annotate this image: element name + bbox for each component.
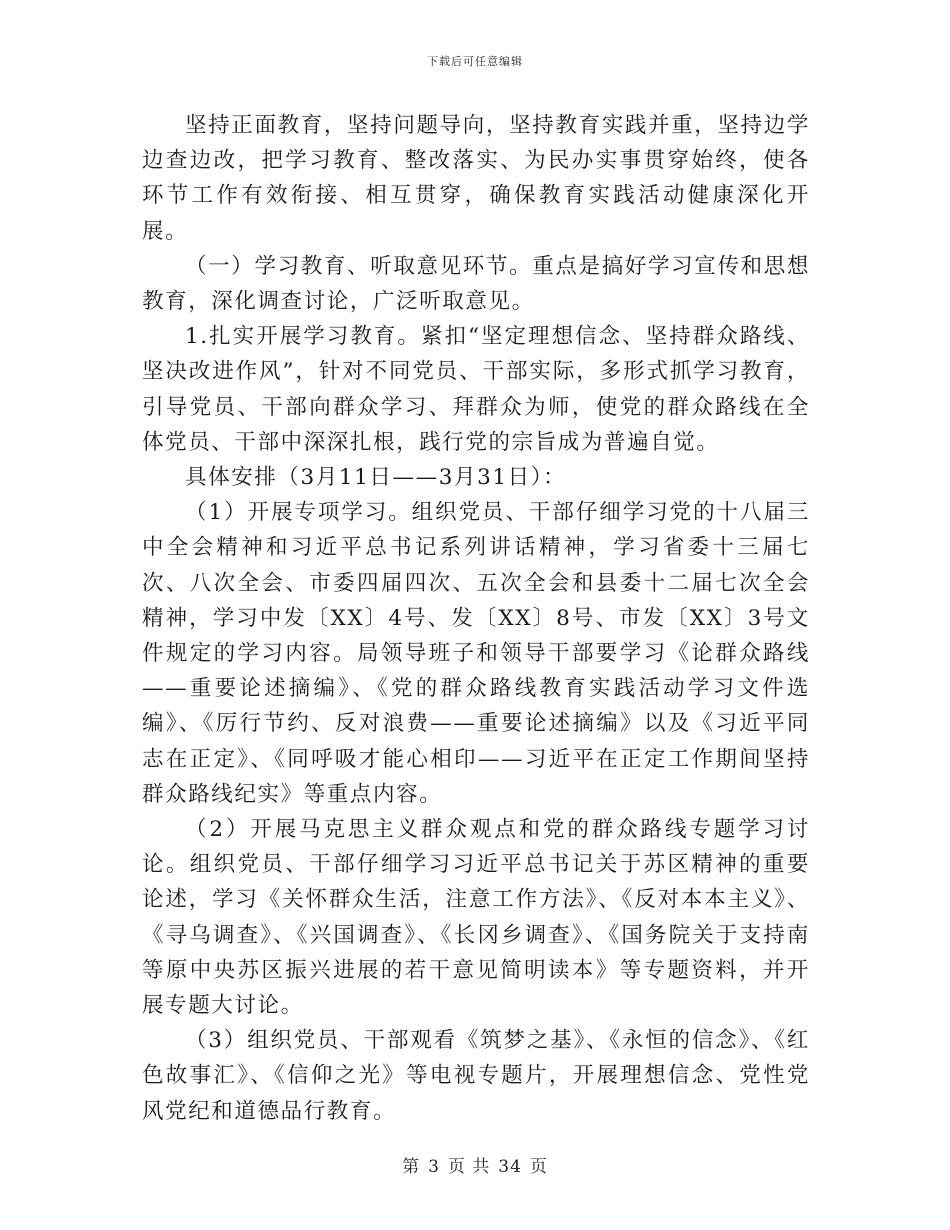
paragraph: 坚持正面教育，坚持问题导向，坚持教育实践并重，坚持边学边查边改，把学习教育、整改落实、为民办实事贯穿始终，使各环节工作有效衔接、相互贯穿，确保教育实践活动健康深化开展。	[142, 113, 810, 244]
paragraph: 具体安排（3月11日——3月31日）：	[185, 465, 567, 491]
footer-prefix: 第	[402, 1157, 421, 1177]
page-header	[0, 53, 950, 69]
total-pages-number: 34	[498, 1157, 522, 1177]
current-page-number: 3	[428, 1157, 440, 1177]
paragraph: （2）开展马克思主义群众观点和党的群众路线专题学习讨论。组织党员、干部仔细学习习近平总书记关于苏区精神的重要论述，学习《关怀群众生活，注意工作方法》、《反对本本主义》、《寻乌调查》、《兴国调查》、《长冈乡调查》、《国务院关于支持南等原中央苏区振兴进展的若干意见简明读本》等专题资料，并开展专题大讨论。	[142, 817, 810, 1019]
footer-middle: 页 共	[447, 1157, 491, 1177]
paragraph: （一）学习教育、听取意见环节。重点是搞好学习宣传和思想教育，深化调查讨论，广泛听取意见。	[142, 253, 810, 315]
footer-suffix: 页	[529, 1157, 548, 1177]
paragraph: （1）开展专项学习。组织党员、干部仔细学习党的十八届三中全会精神和习近平总书记系列讲话精神，学习省委十三届七次、八次全会、市委四届四次、五次全会和县委十二届七次全会精神，学习中发〔XX〕4号、发〔XX〕8号、市发〔XX〕3号文件规定的学习内容。局领导班子和领导干部要学习《论群众路线——重要论述摘编》、《党的群众路线教育实践活动学习文件选编》、《厉行节约、反对浪费——重要论述摘编》以及《习近平同志在正定》、《同呼吸才能心相印——习近平在正定工作期间坚持群众路线纪实》等重点内容。	[142, 500, 810, 807]
paragraph: （3）组织党员、干部观看《筑梦之基》、《永恒的信念》、《红色故事汇》、《信仰之光》等电视专题片，开展理想信念、党性党风党纪和道德品行教育。	[142, 1028, 810, 1124]
page-footer	[0, 1152, 950, 1177]
document-body	[142, 108, 810, 1129]
paragraph: 1.扎实开展学习教育。紧扣“坚定理想信念、坚持群众路线、坚决改进作风”，针对不同党员、干部实际，多形式抓学习教育，引导党员、干部向群众学习、拜群众为师，使党的群众路线在全体党员、干部中深深扎根，践行党的宗旨成为普遍自觉。	[142, 324, 810, 455]
header-text: 下载后可任意编辑	[427, 55, 523, 68]
